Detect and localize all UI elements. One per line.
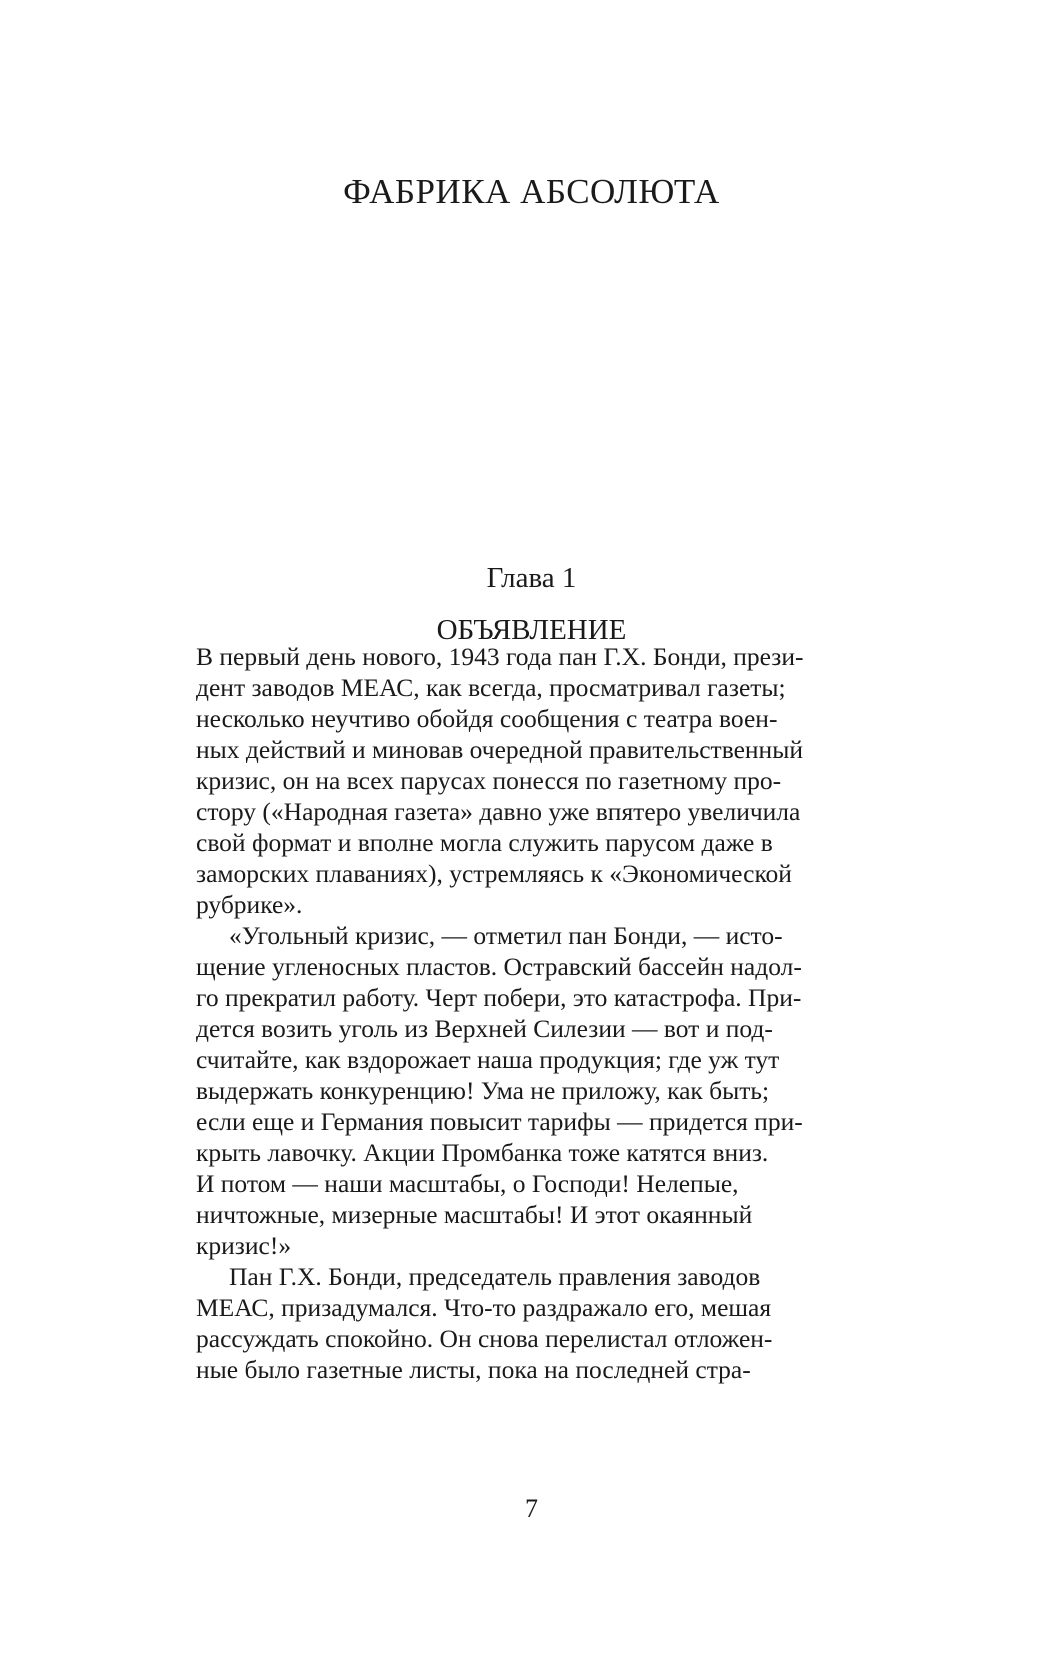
- text-line: рассуждать спокойно. Он снова перелистал отложен-: [196, 1324, 773, 1353]
- book-title: ФАБРИКА АБСОЛЮТА: [343, 172, 720, 211]
- text-line: кризис!»: [196, 1231, 292, 1260]
- text-line: свой формат и вполне могла служить парусом даже в: [196, 828, 773, 857]
- text-line: «Угольный кризис, — отметил пан Бонди, — исто-: [229, 921, 783, 950]
- text-line: считайте, как вздорожает наша продукция; где уж тут: [196, 1045, 780, 1074]
- text-line: выдержать конкуренцию! Ума не приложу, как быть;: [196, 1076, 770, 1105]
- text-line: щение угленосных пластов. Остравский бассейн надол-: [196, 952, 802, 981]
- text-line: ные было газетные листы, пока на последней стра-: [196, 1355, 751, 1384]
- text-line: В первый день нового, 1943 года пан Г.Х. Бонди, прези-: [196, 642, 804, 671]
- chapter-title: ОБЪЯВЛЕНИЕ: [436, 614, 627, 646]
- text-line: стору («Народная газета» давно уже впятеро увеличила: [196, 797, 801, 826]
- text-line: кризис, он на всех парусах понесся по газетному про-: [196, 766, 782, 795]
- text-line: го прекратил работу. Черт побери, это катастрофа. При-: [196, 983, 802, 1012]
- text-line: ных действий и миновав очередной правительственный: [196, 735, 803, 764]
- text-line: ничтожные, мизерные масштабы! И этот окаянный: [196, 1200, 753, 1229]
- chapter-number: Глава 1: [486, 562, 577, 594]
- text-line: И потом — наши масштабы, о Господи! Нелепые,: [196, 1169, 739, 1198]
- text-line: крыть лавочку. Акции Промбанка тоже катятся вниз.: [196, 1138, 769, 1167]
- text-line: МЕАС, призадумался. Что-то раздражало его, мешая: [196, 1293, 772, 1322]
- text-line: если еще и Германия повысит тарифы — придется при-: [196, 1107, 803, 1136]
- text-line: несколько неучтиво обойдя сообщения с театра воен-: [196, 704, 778, 733]
- text-line: дент заводов МЕАС, как всегда, просматривал газеты;: [196, 673, 786, 702]
- text-line: дется возить уголь из Верхней Силезии — вот и под-: [196, 1014, 773, 1043]
- text-line: Пан Г.Х. Бонди, председатель правления заводов: [229, 1262, 761, 1291]
- text-line: заморских плаваниях), устремляясь к «Экономической: [196, 859, 792, 888]
- page-number: 7: [525, 1494, 538, 1523]
- text-line: рубрике».: [196, 890, 303, 919]
